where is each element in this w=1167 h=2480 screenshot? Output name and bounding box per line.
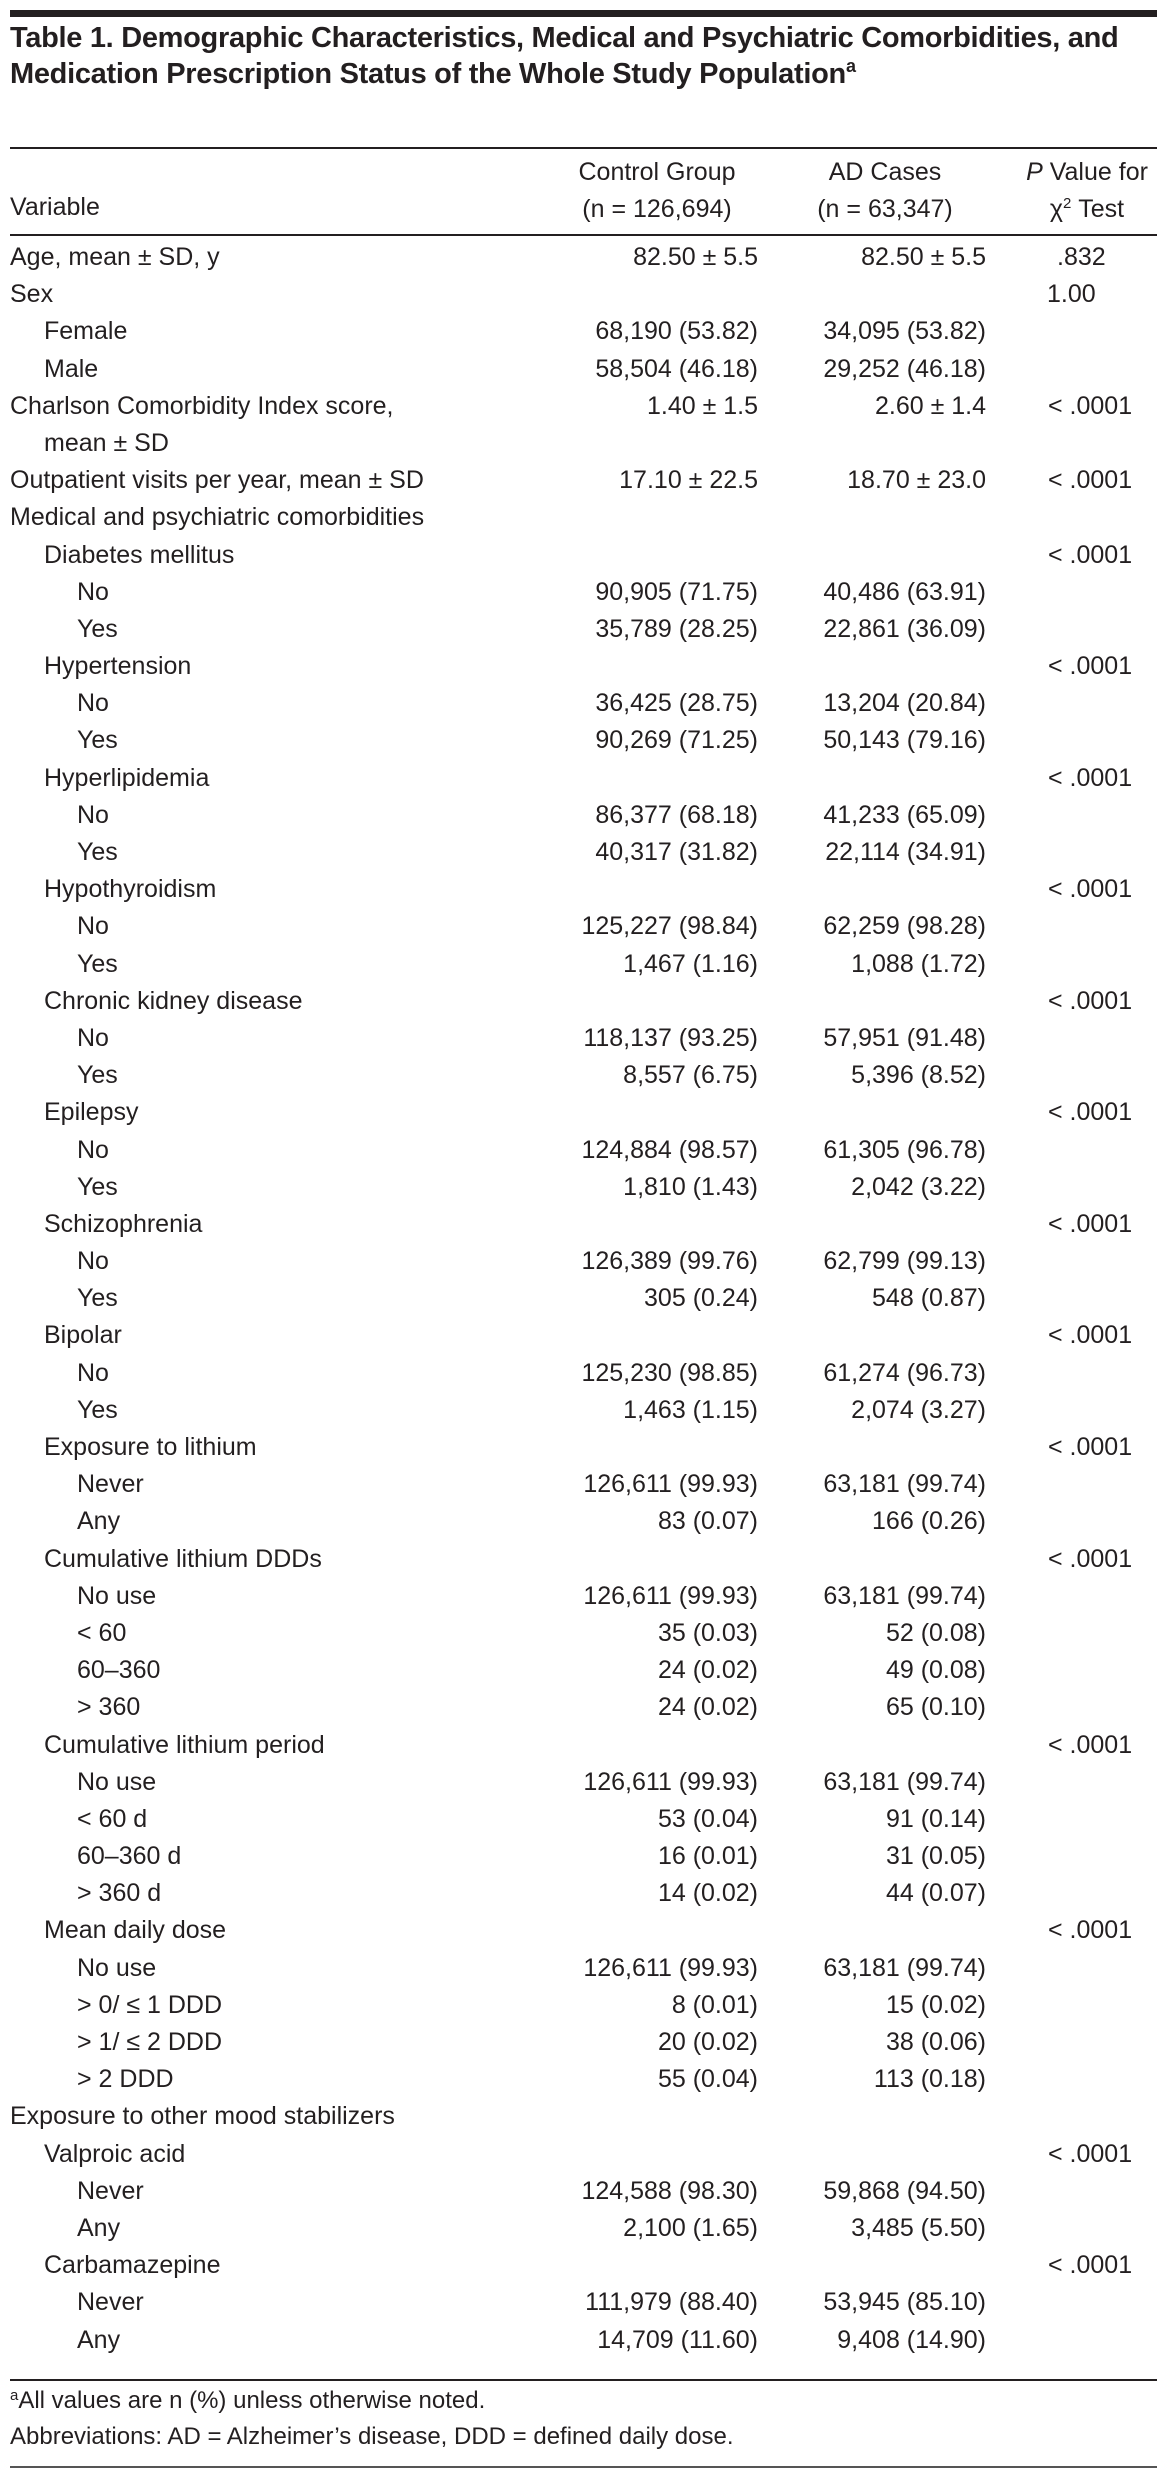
- table-row: [10, 2173, 1157, 2210]
- ad-cases-value: 50,143 (79.16): [823, 726, 986, 755]
- ad-cases-value: 63,181 (99.74): [823, 1767, 986, 1796]
- control-group-value: 35 (0.03): [657, 1618, 758, 1647]
- table-title: [10, 20, 1157, 92]
- control-group-value: 24 (0.02): [657, 1693, 758, 1722]
- table-row: [10, 1615, 1157, 1652]
- row-label: Valproic acid: [44, 2139, 186, 2168]
- ad-cases-value: 22,861 (36.09): [823, 614, 986, 643]
- bottom-rule: [10, 2466, 1157, 2468]
- row-label: Cumulative lithium period: [44, 1730, 325, 1759]
- p-value: < .0001: [1048, 1098, 1133, 1127]
- ad-cases-value: 59,868 (94.50): [823, 2176, 986, 2205]
- row-label: Age, mean ± SD, y: [10, 243, 220, 271]
- row-label: No: [77, 1247, 109, 1276]
- footnote-a-text: All values are n (%) unless otherwise noted.: [18, 2387, 486, 2414]
- table-row: [10, 2061, 1157, 2098]
- row-label: 60–360: [77, 1656, 161, 1685]
- ad-cases-value: 41,233 (65.09): [823, 800, 986, 829]
- table-title-text: Table 1. Demographic Characteristics, Medical and Psychiatric Comorbidities, and Medication Prescription Status of the Whole Study Population: [10, 22, 1119, 90]
- top-thick-rule: [10, 10, 1157, 17]
- row-label: Any: [77, 2213, 121, 2242]
- p-value: 1.00: [1047, 280, 1096, 309]
- row-label: No: [77, 1023, 109, 1052]
- table-row: [10, 1875, 1157, 1912]
- control-group-value: 124,884 (98.57): [581, 1135, 758, 1164]
- table-row: [10, 2024, 1157, 2061]
- ad-cases-value: 548 (0.87): [872, 1284, 986, 1313]
- table-row: [10, 722, 1157, 759]
- ad-cases-value: 2,074 (3.27): [851, 1395, 986, 1424]
- table-row: [10, 499, 1157, 536]
- row-label: > 360: [77, 1693, 141, 1722]
- ad-cases-value: 3,485 (5.50): [851, 2213, 986, 2242]
- control-group-value: 305 (0.24): [644, 1284, 758, 1313]
- control-group-value: 8 (0.01): [671, 1990, 758, 2019]
- row-label: Sex: [10, 280, 54, 309]
- header-ad-label: AD Cases: [828, 158, 942, 186]
- row-label: Yes: [77, 949, 118, 978]
- ad-cases-value: 62,259 (98.28): [823, 912, 986, 941]
- control-group-value: 126,611 (99.93): [583, 1953, 758, 1982]
- p-value: < .0001: [1048, 1433, 1133, 1462]
- row-label: No: [77, 1135, 109, 1164]
- row-label: No: [77, 1358, 109, 1387]
- row-label: Bipolar: [44, 1321, 122, 1350]
- row-label: Charlson Comorbidity Index score,: [10, 391, 394, 420]
- header-control-label: Control Group: [578, 158, 736, 186]
- row-label: Exposure to other mood stabilizers: [10, 2102, 395, 2131]
- control-group-value: 90,905 (71.75): [595, 577, 758, 606]
- p-value: < .0001: [1048, 1544, 1133, 1573]
- control-group-value: 55 (0.04): [657, 2065, 758, 2094]
- table-row: [10, 1912, 1157, 1949]
- title-footnote-marker: a: [845, 56, 856, 76]
- row-label: Any: [77, 1507, 121, 1536]
- control-group-value: 40,317 (31.82): [595, 838, 758, 867]
- table-row: [10, 2284, 1157, 2321]
- table-row: [10, 2210, 1157, 2247]
- title-divider: [10, 147, 1157, 149]
- control-group-value: 1.40 ± 1.5: [646, 391, 758, 420]
- table-row: [10, 1020, 1157, 1057]
- header-control-group: [542, 154, 772, 228]
- table-row: [10, 908, 1157, 945]
- table-row: [10, 1466, 1157, 1503]
- row-label: Exposure to lithium: [44, 1433, 257, 1462]
- table-row: [10, 1317, 1157, 1354]
- control-group-value: 20 (0.02): [657, 2028, 758, 2057]
- ad-cases-value: 82.50 ± 5.5: [861, 243, 986, 271]
- table-row: [10, 574, 1157, 611]
- row-label: No: [77, 689, 109, 718]
- row-label: Chronic kidney disease: [44, 986, 303, 1015]
- table-row: [10, 1801, 1157, 1838]
- row-label: Yes: [77, 726, 118, 755]
- row-label: Outpatient visits per year, mean ± SD: [10, 466, 424, 495]
- table-body: [10, 239, 1157, 2359]
- row-label: Any: [77, 2325, 121, 2354]
- row-label: Yes: [77, 1172, 118, 1201]
- header-p-line1: [1012, 154, 1162, 191]
- row-label: > 360 d: [77, 1879, 162, 1908]
- control-group-value: 126,611 (99.93): [583, 1767, 758, 1796]
- header-test: Test: [1071, 195, 1125, 223]
- header-divider: [10, 234, 1157, 236]
- control-group-value: 90,269 (71.25): [595, 726, 758, 755]
- control-group-value: 125,230 (98.85): [581, 1358, 758, 1387]
- p-value: < .0001: [1048, 1916, 1133, 1945]
- ad-cases-value: 13,204 (20.84): [823, 689, 986, 718]
- control-group-value: 86,377 (68.18): [595, 800, 758, 829]
- header-chi: χ: [1049, 195, 1063, 223]
- p-value: < .0001: [1048, 763, 1133, 792]
- header-chi-sup: 2: [1062, 195, 1072, 212]
- ad-cases-value: 62,799 (99.13): [823, 1247, 986, 1276]
- p-value: .832: [1057, 243, 1106, 271]
- row-label: Schizophrenia: [44, 1209, 203, 1238]
- ad-cases-value: 2,042 (3.22): [851, 1172, 986, 1201]
- table-row: [10, 1057, 1157, 1094]
- control-group-value: 53 (0.04): [657, 1804, 758, 1833]
- control-group-value: 35,789 (28.25): [595, 614, 758, 643]
- p-value: < .0001: [1048, 1730, 1133, 1759]
- table-row: [10, 1838, 1157, 1875]
- ad-cases-value: 31 (0.05): [885, 1842, 986, 1871]
- row-label: Female: [44, 317, 128, 346]
- table-row: [10, 2247, 1157, 2284]
- header-p-value: [1012, 154, 1162, 228]
- header-p-line2: [1012, 191, 1162, 228]
- control-group-value: 24 (0.02): [657, 1656, 758, 1685]
- row-label: > 1/ ≤ 2 DDD: [77, 2028, 223, 2057]
- row-label: Yes: [77, 1395, 118, 1424]
- row-label: Never: [77, 2176, 144, 2205]
- ad-cases-value: 63,181 (99.74): [823, 1953, 986, 1982]
- control-group-value: 126,611 (99.93): [583, 1581, 758, 1610]
- control-group-value: 17.10 ± 22.5: [619, 466, 758, 495]
- row-label: Yes: [77, 838, 118, 867]
- control-group-value: 126,389 (99.76): [581, 1247, 758, 1276]
- ad-cases-value: 63,181 (99.74): [823, 1470, 986, 1499]
- header-p-italic: P: [1026, 158, 1043, 186]
- table-row: [10, 1652, 1157, 1689]
- row-label: No use: [77, 1581, 157, 1610]
- row-label: > 0/ ≤ 1 DDD: [77, 1990, 223, 2019]
- row-label: Hypertension: [44, 652, 192, 681]
- row-label: No: [77, 577, 109, 606]
- control-group-value: 118,137 (93.25): [583, 1023, 758, 1052]
- ad-cases-value: 113 (0.18): [873, 2065, 986, 2094]
- control-group-value: 111,979 (88.40): [585, 2288, 758, 2317]
- ad-cases-value: 63,181 (99.74): [823, 1581, 986, 1610]
- ad-cases-value: 22,114 (34.91): [825, 838, 986, 867]
- row-label: Yes: [77, 1284, 118, 1313]
- p-value: < .0001: [1048, 391, 1133, 420]
- table-row: [10, 648, 1157, 685]
- row-label: > 2 DDD: [77, 2065, 174, 2094]
- table-row: [10, 611, 1157, 648]
- table-row: [10, 2136, 1157, 2173]
- ad-cases-value: 166 (0.26): [872, 1507, 986, 1536]
- row-label: Never: [77, 1470, 144, 1499]
- table-row: [10, 1727, 1157, 1764]
- control-group-value: 8,557 (6.75): [623, 1061, 758, 1090]
- ad-cases-value: 49 (0.08): [885, 1656, 986, 1685]
- table-row: [10, 2098, 1157, 2135]
- header-p-rest: Value for: [1042, 158, 1148, 186]
- footnote-marker: a: [10, 2387, 19, 2404]
- control-group-value: 14 (0.02): [657, 1879, 758, 1908]
- row-label: Mean daily dose: [44, 1916, 227, 1945]
- table-header: [10, 152, 1157, 232]
- control-group-value: 125,227 (98.84): [581, 912, 758, 941]
- row-label: < 60: [77, 1618, 127, 1647]
- table-row: [10, 388, 1157, 462]
- table-row: [10, 1280, 1157, 1317]
- table-row: [10, 685, 1157, 722]
- table-row: [10, 983, 1157, 1020]
- ad-cases-value: 61,305 (96.78): [823, 1135, 986, 1164]
- p-value: < .0001: [1048, 466, 1133, 495]
- control-group-value: 68,190 (53.82): [595, 317, 758, 346]
- row-label: 60–360 d: [77, 1842, 182, 1871]
- table-row: [10, 1578, 1157, 1615]
- ad-cases-value: 91 (0.14): [885, 1804, 986, 1833]
- control-group-value: 124,588 (98.30): [581, 2176, 758, 2205]
- table-row: [10, 871, 1157, 908]
- p-value: < .0001: [1048, 2251, 1133, 2280]
- control-group-value: 58,504 (46.18): [595, 354, 758, 383]
- p-value: < .0001: [1048, 875, 1133, 904]
- table-row: [10, 760, 1157, 797]
- ad-cases-value: 1,088 (1.72): [851, 949, 986, 978]
- ad-cases-value: 2.60 ± 1.4: [874, 391, 986, 420]
- row-label: No: [77, 800, 109, 829]
- table-row: [10, 239, 1157, 276]
- table-row: [10, 1132, 1157, 1169]
- p-value: < .0001: [1048, 2139, 1133, 2168]
- row-label: Yes: [77, 614, 118, 643]
- table-row: [10, 313, 1157, 350]
- table-row: [10, 1392, 1157, 1429]
- ad-cases-value: 5,396 (8.52): [851, 1061, 986, 1090]
- footnote-a: [10, 2383, 1157, 2419]
- p-value: < .0001: [1048, 986, 1133, 1015]
- table-row: [10, 1169, 1157, 1206]
- footnote-abbreviations: Abbreviations: AD = Alzheimer’s disease, DDD = defined daily dose.: [10, 2423, 734, 2450]
- row-label: No: [77, 912, 109, 941]
- ad-cases-value: 34,095 (53.82): [823, 317, 986, 346]
- p-value: < .0001: [1048, 1209, 1133, 1238]
- row-label: Cumulative lithium DDDs: [44, 1544, 322, 1573]
- control-group-value: 2,100 (1.65): [623, 2213, 758, 2242]
- table-row: [10, 537, 1157, 574]
- row-label: Male: [44, 354, 99, 383]
- row-label-continued: mean ± SD: [44, 428, 169, 457]
- control-group-value: 126,611 (99.93): [583, 1470, 758, 1499]
- row-label: Yes: [77, 1061, 118, 1090]
- row-label: Never: [77, 2288, 144, 2317]
- ad-cases-value: 9,408 (14.90): [837, 2325, 986, 2354]
- footer-divider: [10, 2379, 1157, 2381]
- table-row: [10, 834, 1157, 871]
- row-label: Hyperlipidemia: [44, 763, 210, 792]
- control-group-value: 1,463 (1.15): [623, 1395, 758, 1424]
- header-ad-cases: [780, 154, 990, 228]
- table-row: [10, 1429, 1157, 1466]
- ad-cases-value: 61,274 (96.73): [823, 1358, 986, 1387]
- table-row: [10, 946, 1157, 983]
- p-value: < .0001: [1048, 652, 1133, 681]
- p-value: < .0001: [1048, 540, 1133, 569]
- row-label: Medical and psychiatric comorbidities: [10, 503, 425, 532]
- row-label: Epilepsy: [44, 1098, 139, 1127]
- header-control-n: (n = 126,694): [582, 195, 732, 223]
- control-group-value: 36,425 (28.75): [595, 689, 758, 718]
- table-row: [10, 1503, 1157, 1540]
- ad-cases-value: 15 (0.02): [885, 1990, 986, 2019]
- row-label: Hypothyroidism: [44, 875, 217, 904]
- table-row: [10, 1355, 1157, 1392]
- table-row: [10, 1689, 1157, 1726]
- row-label: Carbamazepine: [44, 2251, 221, 2280]
- ad-cases-value: 29,252 (46.18): [823, 354, 986, 383]
- table-row: [10, 1541, 1157, 1578]
- control-group-value: 1,810 (1.43): [623, 1172, 758, 1201]
- ad-cases-value: 52 (0.08): [885, 1618, 986, 1647]
- ad-cases-value: 40,486 (63.91): [823, 577, 986, 606]
- row-label: Diabetes mellitus: [44, 540, 235, 569]
- ad-cases-value: 44 (0.07): [885, 1879, 986, 1908]
- header-ad-n: (n = 63,347): [817, 195, 953, 223]
- control-group-value: 16 (0.01): [657, 1842, 758, 1871]
- ad-cases-value: 38 (0.06): [885, 2028, 986, 2057]
- table-row: [10, 1206, 1157, 1243]
- table-row: [10, 2322, 1157, 2359]
- table-row: [10, 1094, 1157, 1131]
- table-row: [10, 797, 1157, 834]
- table-row: [10, 1987, 1157, 2024]
- control-group-value: 83 (0.07): [657, 1507, 758, 1536]
- control-group-value: 1,467 (1.16): [623, 949, 758, 978]
- table-row: [10, 276, 1157, 313]
- ad-cases-value: 65 (0.10): [885, 1693, 986, 1722]
- header-variable: Variable: [10, 193, 100, 221]
- ad-cases-value: 57,951 (91.48): [823, 1023, 986, 1052]
- table-row: [10, 351, 1157, 388]
- row-label: No use: [77, 1767, 157, 1796]
- table-row: [10, 1243, 1157, 1280]
- ad-cases-value: 53,945 (85.10): [823, 2288, 986, 2317]
- p-value: < .0001: [1048, 1321, 1133, 1350]
- control-group-value: 82.50 ± 5.5: [633, 243, 758, 271]
- table-row: [10, 462, 1157, 499]
- table-row: [10, 1764, 1157, 1801]
- control-group-value: 14,709 (11.60): [597, 2325, 758, 2354]
- row-label: No use: [77, 1953, 157, 1982]
- row-label: < 60 d: [77, 1804, 148, 1833]
- ad-cases-value: 18.70 ± 23.0: [847, 466, 986, 495]
- table-row: [10, 1950, 1157, 1987]
